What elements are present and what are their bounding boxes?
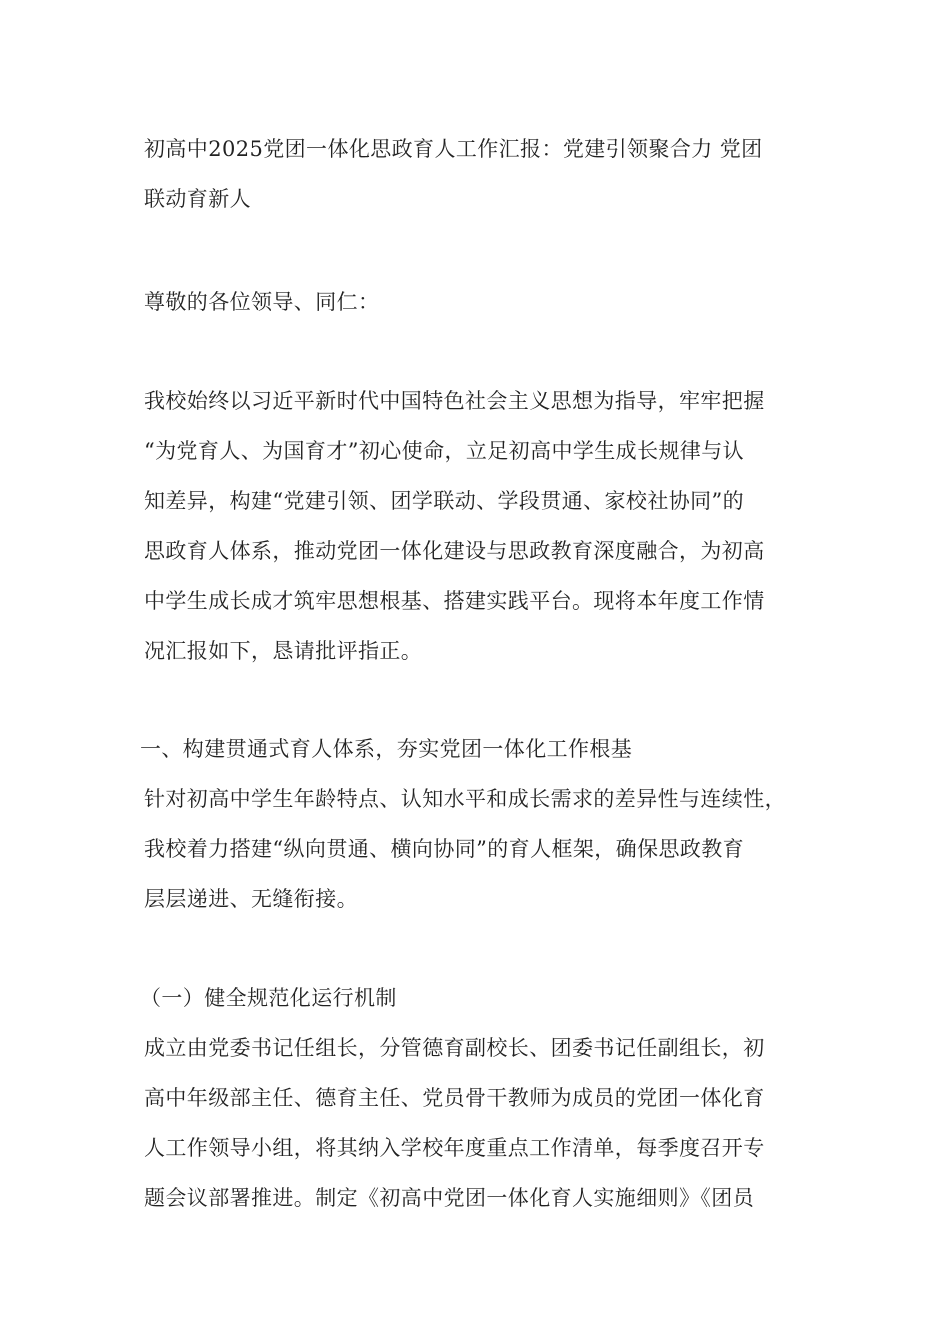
section-1-heading: 一、构建贯通式育人体系，夯实党团一体化工作根基 (140, 737, 633, 761)
intro-line-4: 思政育人体系，推动党团一体化建设与思政教育深度融合，为初高 (144, 539, 765, 563)
subsection-1-line-1: 成立由党委书记任组长，分管德育副校长、团委书记任副组长，初 (144, 1036, 765, 1060)
document-title-line-1: 初高中2025党团一体化思政育人工作汇报：党建引领聚合力 党团 (144, 137, 763, 161)
subsection-1-line-3: 人工作领导小组，将其纳入学校年度重点工作清单，每季度召开专 (144, 1136, 765, 1160)
intro-line-2: “为党育人、为国育才”初心使命，立足初高中学生成长规律与认 (144, 439, 745, 463)
document-title-line-2: 联动育新人 (144, 187, 251, 211)
intro-line-6: 况汇报如下，恳请批评指正。 (144, 639, 423, 663)
intro-line-1: 我校始终以习近平新时代中国特色社会主义思想为指导，牢牢把握 (144, 389, 765, 413)
intro-line-3: 知差异，构建“党建引领、团学联动、学段贯通、家校社协同”的 (144, 489, 745, 513)
subsection-1-line-4: 题会议部署推进。制定《初高中党团一体化育人实施细则》《团员 (144, 1186, 755, 1210)
subsection-1-line-2: 高中年级部主任、德育主任、党员骨干教师为成员的党团一体化育 (144, 1086, 765, 1110)
section-1-line-1: 针对初高中学生年龄特点、认知水平和成长需求的差异性与连续性， (144, 787, 786, 811)
intro-line-5: 中学生成长成才筑牢思想根基、搭建实践平台。现将本年度工作情 (144, 589, 765, 613)
subsection-1-heading: （一）健全规范化运行机制 (140, 986, 397, 1010)
section-1-line-3: 层层递进、无缝衔接。 (144, 887, 358, 911)
section-1-line-2: 我校着力搭建“纵向贯通、横向协同”的育人框架，确保思政教育 (144, 837, 745, 861)
salutation: 尊敬的各位领导、同仁： (144, 290, 380, 314)
